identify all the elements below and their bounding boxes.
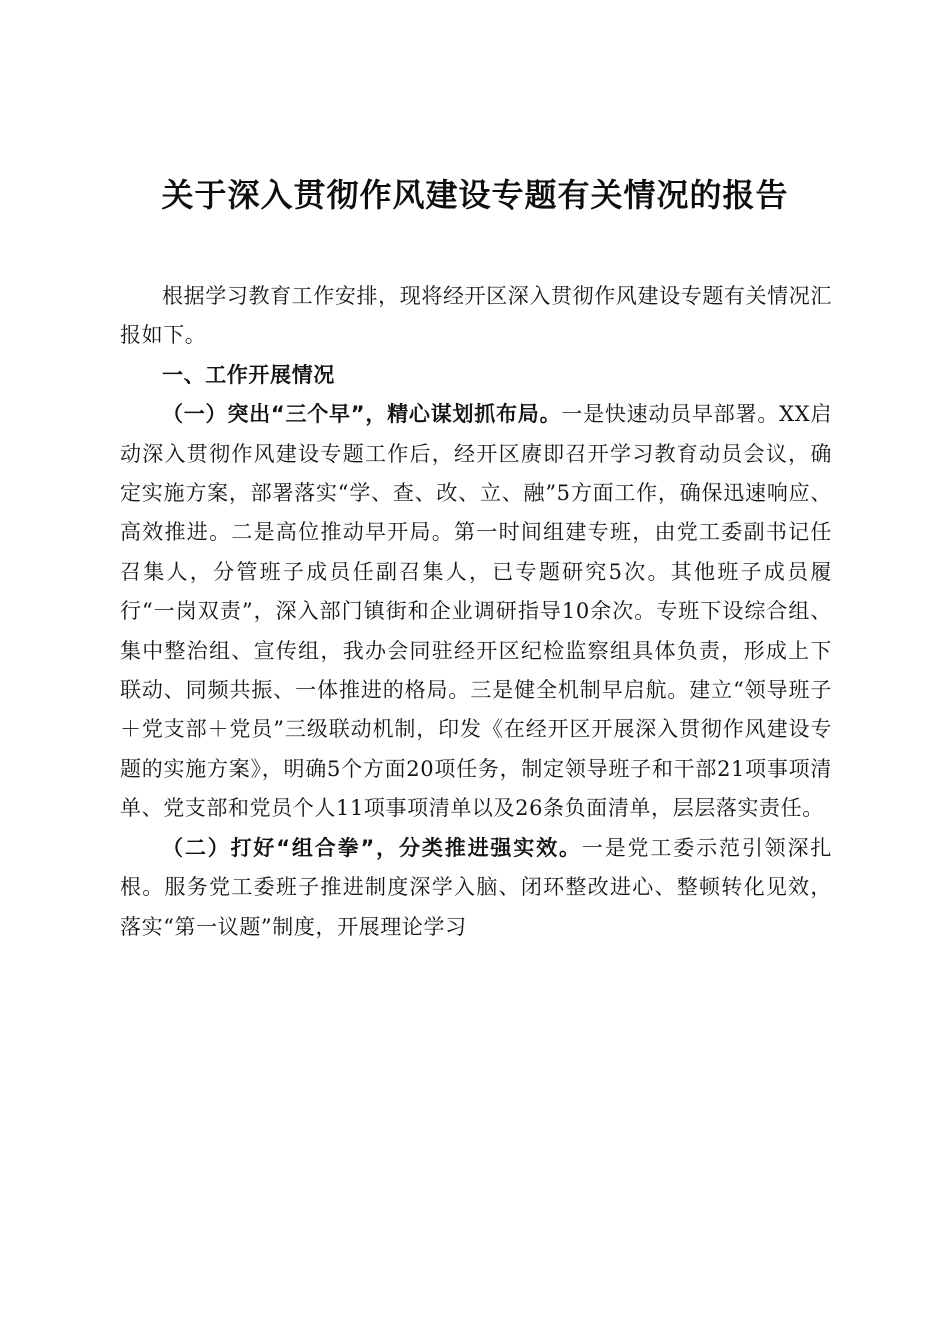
document-title: 关于深入贯彻作风建设专题有关情况的报告 [161, 176, 789, 214]
subsection-2-lead: （二）打好“组合拳”，分类推进强实效。 [162, 835, 582, 860]
subsection-1-lead: （一）突出“三个早”，精心谋划抓布局。 [162, 402, 562, 427]
subsection-1-text: 一是快速动员早部署。XX启动深入贯彻作风建设专题工作后，经开区赓即召开学习教育动员会议，确定实施方案，部署落实“学、查、改、立、融”5方面工作，确保迅速响应、高效推进。二是高位推动早开局。第一时间组建专班，由党工委副书记任召集人，分管班子成员任副召集人，已专题研究5次。其他班子成员履行“一岗双责”，深入部门镇街和企业调研指导10余次。专班下设综合组、集中整治组、宣传组，我办会同驻经开区纪检监察组具体负责，形成上下联动、同频共振、一体推进的格局。三是健全机制早启航。建立“领导班子＋党支部＋党员”三级联动机制，印发《在经开区开展深入贯彻作风建设专题的实施方案》，明确5个方面20项任务，制定领导班子和干部21项事项清单、党支部和党员个人11项事项清单以及26条负面清单，层层落实责任。 [120, 402, 832, 821]
document-body [120, 277, 832, 947]
subsection-1-paragraph [120, 395, 832, 828]
section-1-heading: 一、工作开展情况 [162, 362, 335, 387]
subsection-2-paragraph [120, 829, 832, 947]
intro-paragraph: 根据学习教育工作安排，现将经开区深入贯彻作风建设专题有关情况汇报如下。 [120, 284, 832, 348]
subsection-2-text: 一是党工委示范引领深扎根。服务党工委班子推进制度深学入脑、闭环整改进心、整顿转化见效，落实“第一议题”制度，开展理论学习 [120, 835, 832, 939]
